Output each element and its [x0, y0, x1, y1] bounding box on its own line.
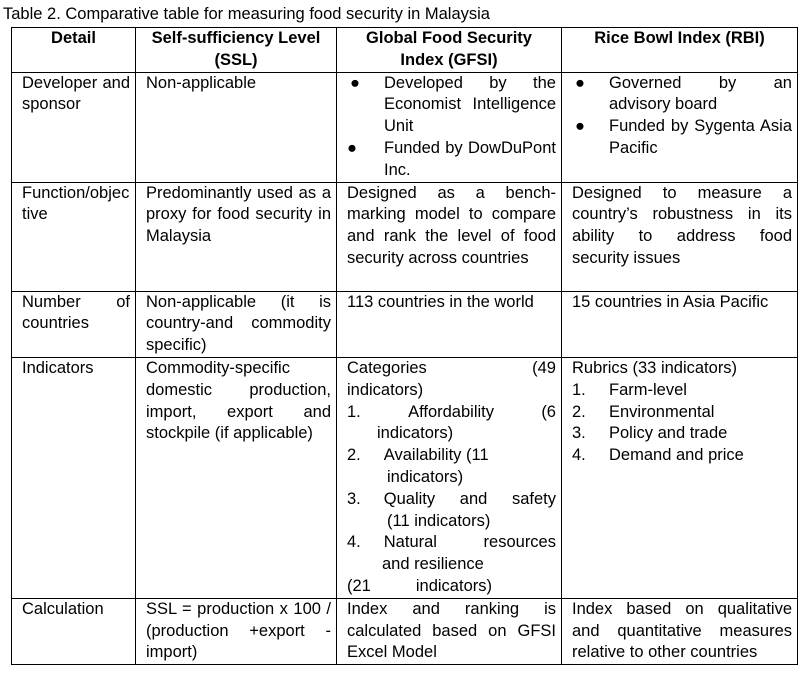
ssl-calculation: SSL = production x 100 / (production +export - import): [136, 598, 337, 664]
header-ssl-line1: Self-sufficiency Level: [151, 29, 321, 47]
rbi-indicators: [562, 357, 798, 598]
list-item: [347, 402, 556, 424]
bullet-icon: ●: [350, 73, 360, 92]
row-label-calculation: Calculation: [12, 598, 136, 664]
ssl-indicators: Commodity-specific domestic production, import, export and stockpile (if applicable): [136, 357, 337, 598]
table-header-row: [12, 28, 798, 73]
gfsi-indicators: [337, 357, 562, 598]
list-item-continuation: and resilience: [382, 555, 484, 574]
list-item-text: Environmental: [609, 402, 715, 421]
header-rbi: Rice Bowl Index (RBI): [562, 28, 798, 73]
list-item-number: 1.: [572, 380, 586, 399]
table-row-developer: [12, 72, 798, 182]
rbi-function: Designed to measure a country’s robustness in its ability to address food security issues: [562, 182, 798, 291]
list-item-number: 3.: [572, 424, 586, 443]
list-item-continuation: (11 indicators): [387, 511, 491, 530]
header-gfsi: [337, 28, 562, 73]
list-item: [572, 73, 792, 117]
list-item: [347, 138, 556, 182]
gfsi-developer-list: [347, 73, 556, 182]
list-item-number: 2.: [572, 402, 586, 421]
categories-count: (49: [532, 358, 556, 377]
gfsi-calculation: Index and ranking is calculated based on GFSI Excel Model: [337, 598, 562, 664]
gfsi-categories-heading: [347, 358, 556, 380]
list-item-text: Quality and safety: [383, 489, 556, 508]
list-item-number: 4.: [347, 533, 361, 552]
rbi-rubrics-list: [572, 380, 792, 467]
tail-unit: indicators): [415, 576, 492, 595]
list-item-text: Farm-level: [609, 380, 687, 399]
header-gfsi-line1: Global Food Security: [366, 29, 532, 47]
rbi-developer-list: [572, 73, 792, 160]
gfsi-developer: [337, 72, 562, 182]
table-caption: Table 2. Comparative table for measuring food security in Malaysia: [3, 5, 490, 23]
list-item-text: Natural resources: [383, 533, 556, 552]
gfsi-function: Designed as a bench-marking model to compare and rank the level of food security across countries: [337, 182, 562, 291]
bullet-icon: ●: [575, 73, 585, 92]
list-item-count: (6: [541, 402, 556, 421]
list-item: [347, 532, 556, 554]
list-item-text: Funded by DowDuPont Inc.: [384, 138, 556, 179]
list-item-number: 4.: [572, 446, 586, 465]
categories-label: Categories: [347, 358, 427, 377]
bullet-icon: ●: [347, 138, 357, 157]
list-item: [572, 380, 792, 402]
row-label-countries: Number of countries: [12, 291, 136, 357]
ssl-developer: Non-applicable: [136, 72, 337, 182]
list-item: [347, 73, 556, 138]
table-row-indicators: [12, 357, 798, 598]
list-item-continuation: indicators): [387, 467, 464, 486]
list-item-continuation: indicators): [377, 424, 454, 443]
list-item: [572, 116, 792, 160]
list-item-text: Funded by Sygenta Asia Pacific: [609, 117, 792, 157]
ssl-countries: Non-applicable (it is country-and commodity specific): [136, 291, 337, 357]
row-label-developer: Developer and sponsor: [12, 72, 136, 182]
row-label-indicators: Indicators: [12, 357, 136, 598]
list-item: [572, 402, 792, 424]
tail-count: (21: [347, 576, 371, 595]
gfsi-countries: 113 countries in the world: [337, 291, 562, 357]
rbi-rubrics-heading: Rubrics (33 indicators): [572, 358, 738, 377]
list-item-number: 3.: [347, 489, 361, 508]
header-detail: Detail: [12, 28, 136, 73]
table-row-function: [12, 182, 798, 291]
list-item-text: Governed by an advisory board: [609, 73, 792, 114]
comparison-table: [11, 27, 798, 665]
list-item: [572, 423, 792, 445]
list-item: [347, 445, 556, 467]
rbi-calculation: Index based on qualitative and quantitative measures relative to other countries: [562, 598, 798, 664]
rbi-developer: [562, 72, 798, 182]
header-ssl: [136, 28, 337, 73]
list-item-number: 1.: [347, 402, 361, 421]
list-item-text: Demand and price: [609, 446, 744, 465]
list-item-text: Policy and trade: [609, 424, 728, 443]
list-item-number: 2.: [347, 446, 361, 465]
table-row-countries: [12, 291, 798, 357]
list-item: [347, 489, 556, 511]
gfsi-categories-tail: [347, 576, 492, 598]
ssl-function: Predominantly used as a proxy for food security in Malaysia: [136, 182, 337, 291]
bullet-icon: ●: [575, 117, 585, 136]
list-item-text: Developed by the Economist Intelligence Unit: [384, 73, 556, 136]
row-label-function: Function/objective: [12, 182, 136, 291]
list-item-text: Affordability: [408, 402, 494, 421]
table-row-calculation: [12, 598, 798, 664]
categories-unit: indicators): [347, 380, 424, 399]
rbi-countries: 15 countries in Asia Pacific: [562, 291, 798, 357]
list-item: [572, 445, 792, 467]
gfsi-categories: [347, 358, 556, 598]
header-gfsi-line2: Index (GFSI): [400, 50, 498, 69]
list-item-text: Availability (11: [383, 446, 489, 465]
header-ssl-line2: (SSL): [214, 50, 258, 69]
